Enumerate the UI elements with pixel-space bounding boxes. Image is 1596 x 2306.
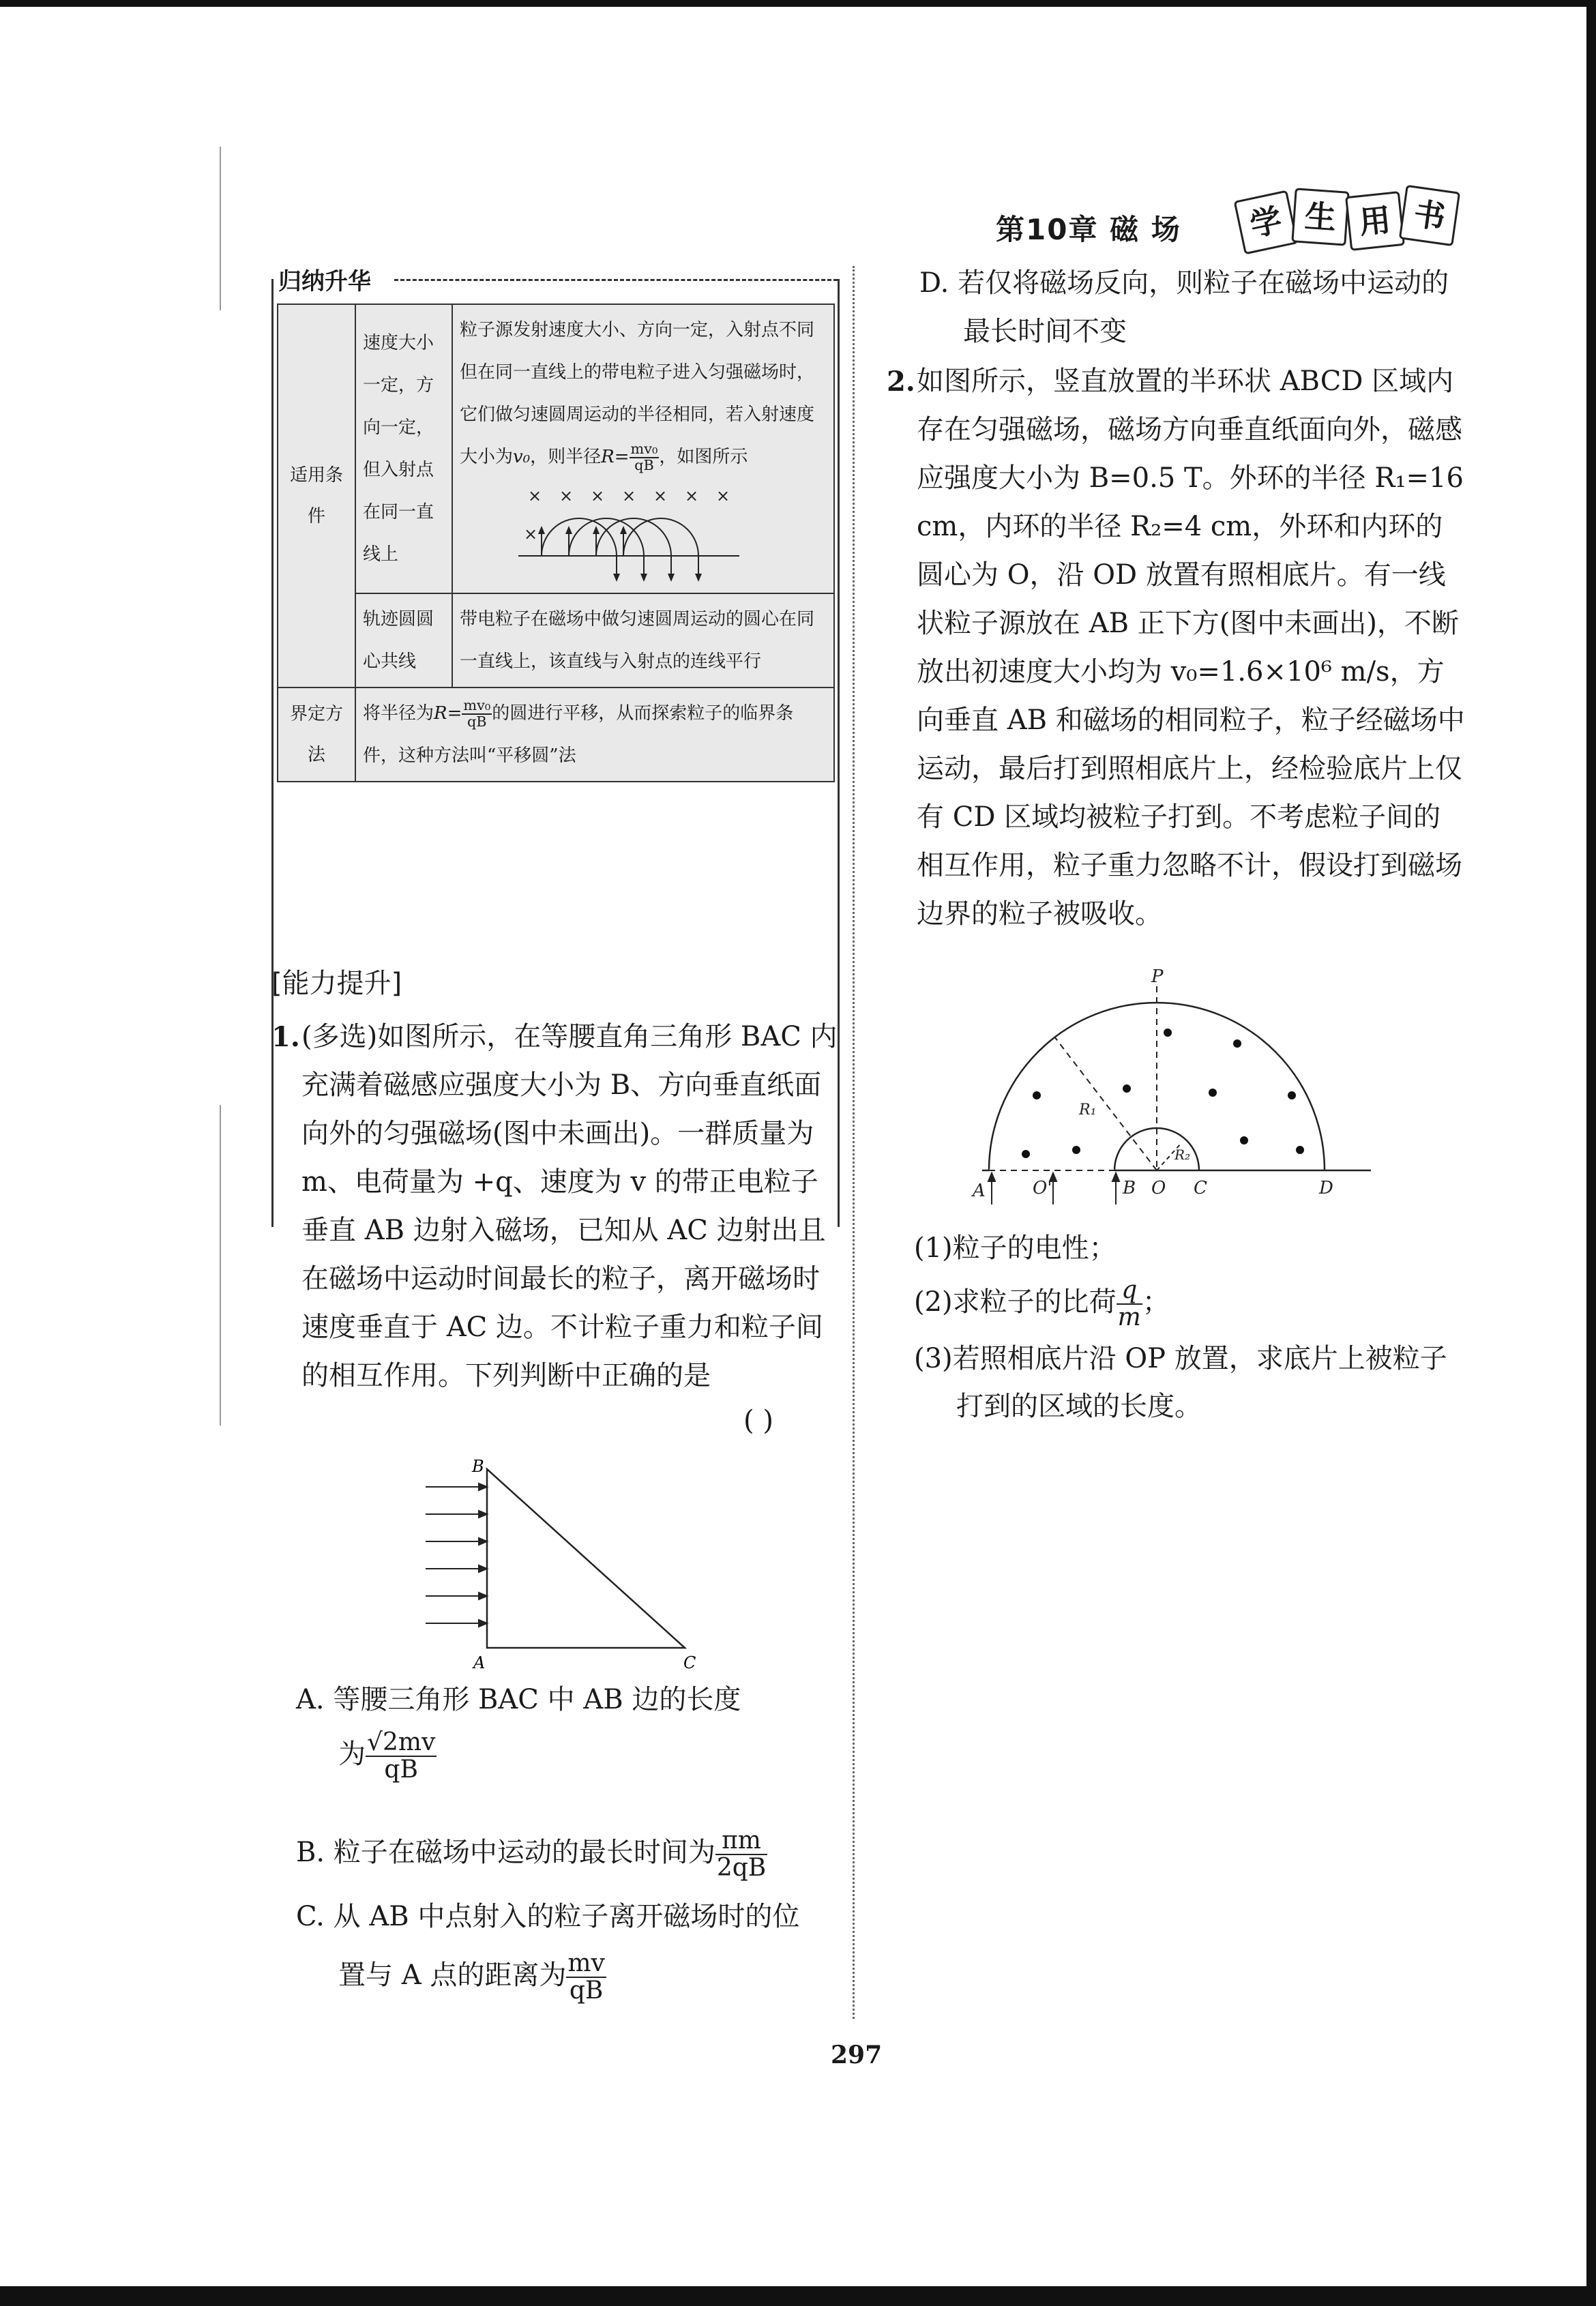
subquestion-3-text: 打到的区域的长度。 [956, 1390, 1202, 1422]
answer-blank: ( ) [743, 1405, 773, 1436]
fraction-denominator: qB [467, 713, 487, 730]
page-number: 297 [831, 2041, 883, 2069]
svg-text:×: × [653, 486, 668, 505]
desc-text: ，则半径 [530, 447, 602, 467]
radius-label-r1: R₁ [1079, 1102, 1097, 1119]
fraction-denominator: qB [569, 1976, 604, 2005]
option-c [296, 1896, 799, 2004]
desc-symbol: v₀ [513, 447, 531, 467]
stamp-char: 用 [1345, 191, 1405, 251]
fraction-numerator: mv₀ [463, 697, 491, 714]
triangle-figure [416, 1453, 716, 1678]
half-ring-figure [962, 962, 1385, 1214]
subquestion-2-text: (2)求粒子的比荷 [914, 1286, 1117, 1318]
table-row [278, 593, 834, 688]
stamp-char: 书 [1399, 185, 1460, 246]
svg-text:×: × [716, 486, 730, 505]
subquestion-3 [914, 1335, 1473, 1430]
fraction [462, 698, 492, 730]
desc-text: 的圆进行平移，从而探索粒子的临界条件，这种方法叫“平移圆”法 [363, 703, 794, 766]
chapter-title: 第10章 磁 场 [996, 213, 1181, 246]
fraction-denominator: m [1117, 1303, 1141, 1331]
desc-text: 粒子源发射速度大小、方向一定，入射点不同但在同一直线上的带电粒子进入匀强磁场时，它们做匀速圆周运动的半径相同，若入射速度大小为 [460, 320, 815, 467]
point-label-p: P [1151, 966, 1164, 987]
section-heading: [能力提升] [271, 968, 402, 999]
question-1-stem [271, 1013, 838, 1400]
table-row [278, 304, 834, 593]
point-label-o: O [1151, 1178, 1166, 1198]
option-b-text: B. 粒子在磁场中运动的最长时间为 [296, 1836, 715, 1868]
scan-border-top [0, 0, 1596, 7]
question-2-subparts [914, 1224, 1473, 1430]
stamp-char: 生 [1291, 188, 1349, 246]
method-cell [355, 688, 834, 782]
option-d-text: D. 若仅将磁场反向，则粒子在磁场中运动的 [919, 267, 1449, 299]
summary-border-right [838, 279, 840, 1227]
description-text: 带电粒子在磁场中做匀速圆周运动的圆心在同一直线上，该直线与入射点的连线平行 [460, 609, 815, 672]
subquestion-3-text: (3)若照相底片沿 OP 放置，求底片上被粒子 [914, 1342, 1447, 1374]
option-a-text: 为 [338, 1738, 366, 1770]
option-d [887, 259, 1466, 356]
fraction [1117, 1277, 1142, 1331]
row-label [278, 688, 355, 782]
desc-text: ，如图所示 [659, 447, 748, 467]
translating-circles-figure [514, 482, 746, 585]
svg-text:×: × [622, 486, 636, 505]
svg-text:×: × [559, 486, 574, 505]
option-c-line2 [296, 1951, 799, 2004]
row-label-text: 界定方法 [289, 704, 343, 765]
svg-text:×: × [524, 524, 538, 544]
condition-cell [355, 304, 452, 593]
option-a-text: A. 等腰三角形 BAC 中 AB 边的长度 [296, 1684, 741, 1715]
condition-text: 速度大小一定，方向一定，但入射点在同一直线上 [363, 333, 434, 565]
option-c-text: 置与 A 点的距离为 [338, 1959, 567, 1991]
point-label-c: C [1194, 1178, 1207, 1198]
question-text: 如图所示，竖直放置的半环状 ABCD 区域内存在匀强磁场，磁场方向垂直纸面向外，磁感应强度大小为 B=0.5 T。外环的半径 R₁=16 cm，内环的半径 R₂=4 cm，外环和内环的圆心为 O，沿 OD 放置有照相底片。有一线状粒子源放在 AB 正下方(图中未画出)，不断放出初速度大小均为 v₀=1.6×10⁶ m/s，方向垂直 AB 和磁场的相同粒子，粒子经磁场中运动，最后打到照相底片上，经检验底片上仅有 CD 区域均被粒子打到。不考虑粒子间的相互作用，粒子重力忽略不计，假设打到磁场边界的粒子被吸收。 [917, 366, 1465, 930]
subquestion-2-text: ； [1142, 1286, 1170, 1318]
option-d-text: 最长时间不变 [963, 316, 1127, 347]
desc-symbol: R= [601, 447, 630, 467]
description-text [460, 309, 827, 478]
svg-text:×: × [528, 486, 542, 505]
point-label-d: D [1319, 1178, 1333, 1198]
svg-text:×: × [685, 486, 699, 505]
row-label [278, 304, 355, 688]
margin-line [220, 1105, 221, 1425]
fraction-numerator: q [1117, 1277, 1142, 1305]
fraction [566, 1951, 606, 2004]
subquestion-2 [914, 1277, 1473, 1331]
point-label-a: A [973, 1181, 986, 1201]
question-2-stem [887, 357, 1466, 938]
summary-table [277, 304, 835, 782]
fraction-denominator: qB [634, 457, 654, 473]
question-text: (多选)如图所示，在等腰直角三角形 BAC 内充满着磁感应强度大小为 B、方向垂直纸面向外的匀强磁场(图中未画出)。一群质量为 m、电荷量为 +q、速度为 v 的带正电粒子垂直 AB 边射入磁场，已知从 AC 边射出且在磁场中运动时间最长的粒子，离开磁场时速度垂直于 AC 边。不计粒子重力和粒子间的相互作用。下列判断中正确的是 [301, 1021, 838, 1391]
margin-line [220, 147, 221, 310]
fraction-denominator: 2qB [716, 1853, 767, 1882]
option-a [296, 1679, 741, 1783]
row-label-text: 适用条件 [289, 465, 343, 527]
option-a-line2 [296, 1730, 741, 1783]
fraction-numerator: πm [715, 1828, 767, 1855]
question-1 [271, 1013, 838, 1400]
right-column [887, 259, 1466, 938]
question-number: 2. [887, 366, 915, 398]
desc-text: 将半径为 [363, 703, 434, 724]
fraction-numerator: mv [567, 1949, 605, 1977]
scan-border-bottom [0, 2286, 1596, 2306]
fraction-numerator: √2mv [367, 1728, 436, 1756]
fraction [630, 442, 660, 473]
summary-dashed-line [394, 279, 838, 281]
fraction-numerator: mv₀ [630, 441, 658, 458]
table-row [278, 688, 834, 782]
column-divider [853, 266, 855, 2019]
summary-title: 归纳升华 [278, 263, 376, 296]
option-c-text: C. 从 AB 中点射入的粒子离开磁场时的位 [296, 1901, 800, 1932]
svg-text:×: × [591, 486, 605, 505]
scan-border-right [1586, 0, 1596, 2306]
condition-cell [355, 593, 452, 688]
fraction-denominator: qB [384, 1755, 418, 1784]
stamp-char: 学 [1234, 190, 1299, 255]
point-label-b: B [1123, 1178, 1136, 1198]
point-label-o1: O' [1033, 1178, 1052, 1198]
option-b [296, 1828, 767, 1881]
question-number: 1. [271, 1021, 300, 1053]
description-cell [452, 304, 834, 593]
fraction [366, 1730, 437, 1783]
subquestion-1: (1)粒子的电性； [914, 1232, 1117, 1264]
radius-label-r2: R₂ [1174, 1147, 1191, 1163]
condition-text: 轨迹圆圆心共线 [363, 609, 434, 672]
vertex-label-c: C [683, 1653, 696, 1672]
vertex-label-b: B [472, 1457, 484, 1476]
desc-symbol: R= [434, 703, 462, 724]
vertex-label-a: A [473, 1653, 486, 1672]
fraction [715, 1828, 767, 1881]
description-cell [452, 593, 834, 688]
